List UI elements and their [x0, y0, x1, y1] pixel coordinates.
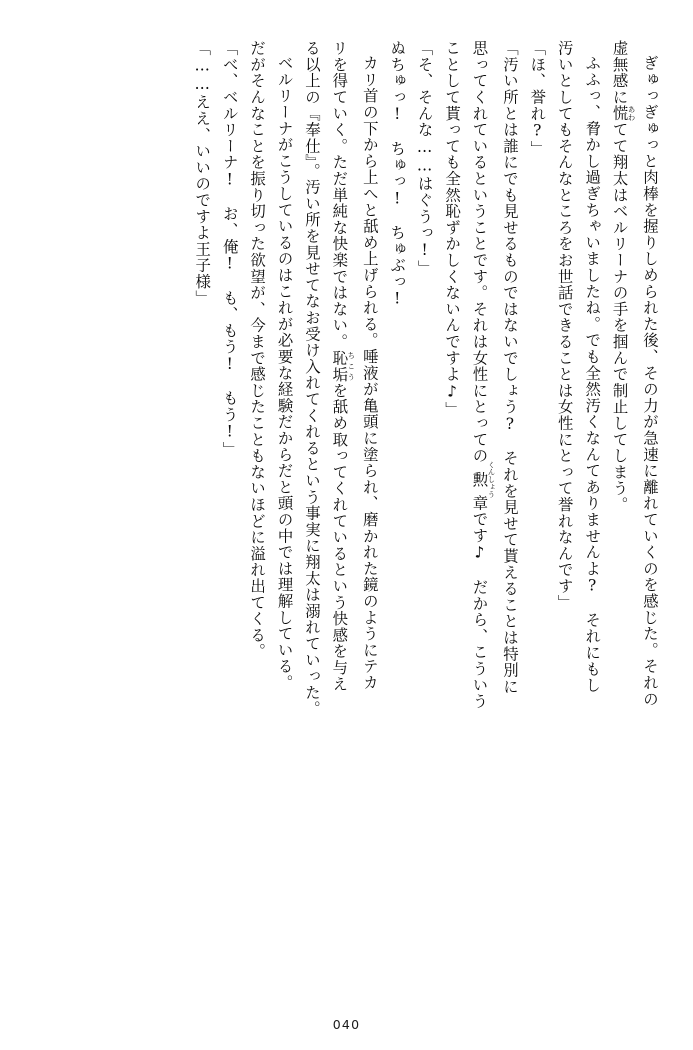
text-run: 思ってくれているということです。それは女性にとっての: [470, 40, 489, 464]
text-run: 「べ、ベルリーナ! お、俺! も、もう! もう!」: [220, 40, 239, 458]
paragraph: [215, 40, 242, 980]
text-run: を舐め取ってくれているという快感を与え: [330, 382, 349, 693]
paragraph: [550, 40, 577, 980]
text-run: 虚無感に: [610, 40, 629, 106]
text-run: る以上の『奉仕』。汚い所を見せてなお受け入れてくれるという事実に翔太は溺れていった。: [302, 40, 321, 717]
text-run: 汚いとしてもそんなところをお世話できることは女性にとって誉れなんです」: [555, 40, 574, 611]
text-run: ベルリーナがこうしているのはこれが必要な経験だからだと頭の中では理解している。: [275, 55, 294, 692]
text-run: てて翔太はベルリーナの手を掴んで制止してしまう。: [610, 121, 629, 513]
paragraph: [605, 40, 635, 980]
ruby-annotated-text: [610, 105, 637, 122]
ruby-reading: ちこう: [346, 349, 356, 383]
text-run: 「……ええ、いいのですよ王子様」: [193, 40, 212, 306]
text-run: 「ほ、誉れ?」: [528, 40, 547, 157]
paragraph: [438, 40, 465, 980]
ruby-base: 恥垢: [330, 349, 349, 383]
text-run: リを得ていく。ただ単純な快楽ではない。: [330, 40, 349, 350]
ruby-reading: あわ: [627, 105, 637, 122]
paragraph: [495, 40, 522, 980]
paragraph: [243, 40, 270, 980]
paragraph: [325, 40, 355, 980]
text-run: 「汚い所とは誰にでも見せるものではないでしょう? それを見せて貰えることは特別に: [500, 40, 519, 695]
paragraph: [410, 40, 437, 980]
text-run: 「そ、そんな……はぐうっ!」: [415, 40, 434, 276]
paragraph: [578, 40, 605, 980]
ruby-reading: くんしょう: [486, 460, 496, 498]
paragraph: [270, 40, 297, 980]
page-number: 040: [332, 1017, 361, 1032]
text-run: だがそんなことを振り切った欲望が、今まで感じたこともないほどに溢れ出てくる。: [248, 40, 267, 660]
text-run: カリ首の下から上へと舐め上げられる。唾液が亀頭に塗られ、磨かれた鏡のようにテカ: [360, 55, 379, 692]
paragraph: [465, 40, 495, 980]
text-run: ぬちゅっ! ちゅっ! ちゅぶっ!: [388, 40, 407, 309]
ruby-annotated-text: [330, 349, 356, 383]
paragraph: [355, 40, 382, 980]
paragraph: [636, 40, 663, 980]
ruby-annotated-text: [470, 460, 496, 498]
paragraph: [188, 40, 215, 980]
ruby-base: 勲: [470, 460, 489, 498]
text-run: ことして貰っても全然恥ずかしくないんですよ♪」: [443, 40, 462, 418]
text-run: ふふっ、脅かし過ぎちゃいましたね。でも全然汚くなんてありませんよ? それにもし: [583, 55, 602, 694]
text-run: ぎゅっぎゅっと肉棒を握りしめられた後、その力が急速に離れていくのを感じた。それの: [641, 55, 659, 708]
text-run: 章です♪ だから、こういう: [470, 494, 489, 710]
vertical-text-body: [38, 40, 663, 980]
paragraph: [523, 40, 550, 980]
ruby-base: 慌: [610, 105, 629, 122]
paragraph: [383, 40, 410, 980]
paragraph: [298, 40, 325, 980]
